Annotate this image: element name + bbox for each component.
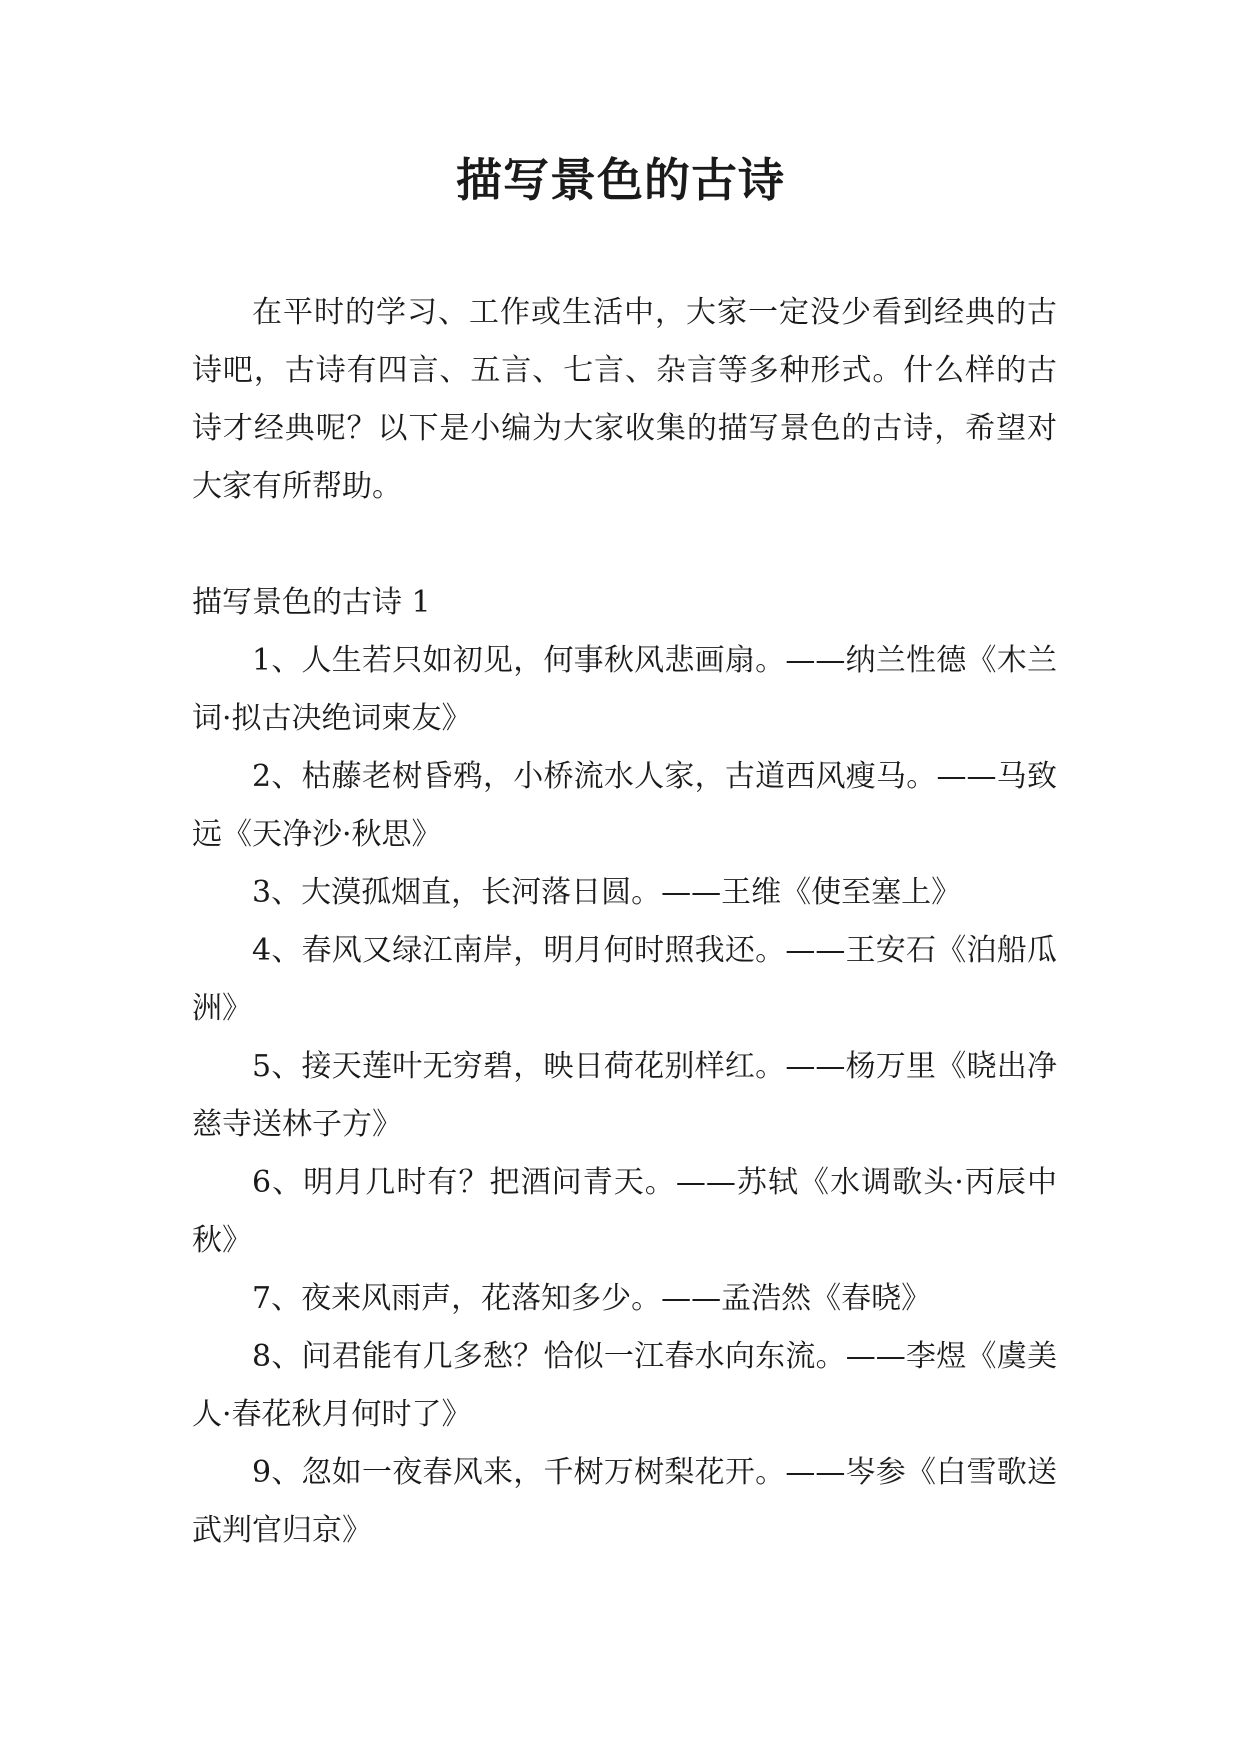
intro-paragraph: 在平时的学习、工作或生活中，大家一定没少看到经典的古诗吧，古诗有四言、五言、七言、杂言等多种形式。什么样的古诗才经典呢？以下是小编为大家收集的描写景色的古诗，希望对大家有所帮助。 (192, 295, 1057, 504)
poem-item: 9、忽如一夜春风来，千树万树梨花开。——岑参《白雪歌送武判官归京》 (192, 1455, 1057, 1548)
poem-item: 5、接天莲叶无穷碧，映日荷花别样红。——杨万里《晓出净慈寺送林子方》 (192, 1049, 1057, 1142)
page-title: 描写景色的古诗 (456, 153, 785, 207)
poem-item: 4、春风又绿江南岸，明月何时照我还。——王安石《泊船瓜洲》 (192, 933, 1057, 1026)
poem-item: 8、问君能有几多愁？恰似一江春水向东流。——李煜《虞美人·春花秋月何时了》 (192, 1339, 1057, 1432)
document-body (192, 284, 1057, 1560)
poem-item: 3、大漠孤烟直，长河落日圆。——王维《使至塞上》 (252, 875, 962, 910)
poem-item: 1、人生若只如初见，何事秋风悲画扇。——纳兰性德《木兰词·拟古决绝词柬友》 (192, 643, 1057, 736)
poem-item: 7、夜来风雨声，花落知多少。——孟浩然《春晓》 (252, 1281, 932, 1316)
poem-item: 2、枯藤老树昏鸦，小桥流水人家，古道西风瘦马。——马致远《天净沙·秋思》 (192, 759, 1057, 852)
poem-item: 6、明月几时有？把酒问青天。——苏轼《水调歌头·丙辰中秋》 (192, 1165, 1057, 1258)
section-heading: 描写景色的古诗 1 (192, 585, 431, 620)
